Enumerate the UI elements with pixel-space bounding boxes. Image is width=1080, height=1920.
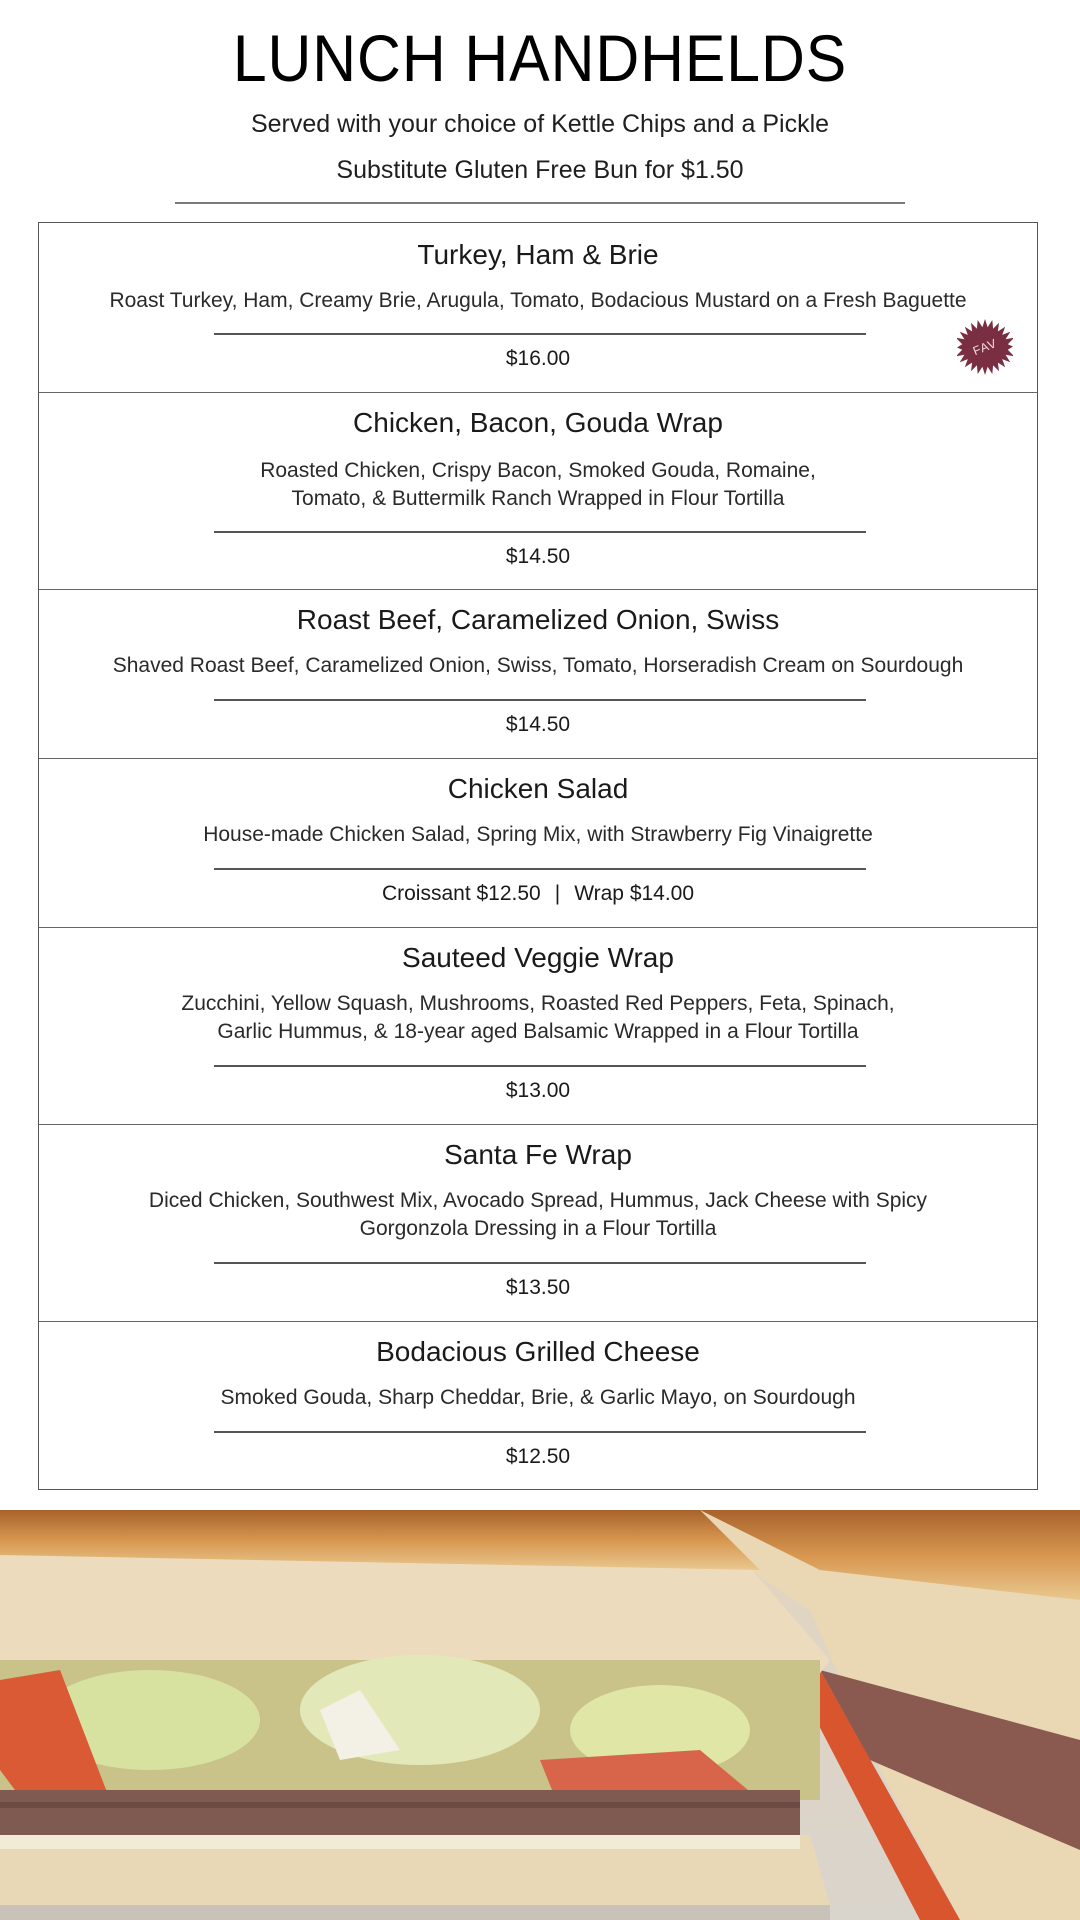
item-description-line-1: Zucchini, Yellow Squash, Mushrooms, Roasted Red Peppers, Feta, Spinach,: [181, 992, 895, 1015]
item-description-line-1: Roasted Chicken, Crispy Bacon, Smoked Gouda, Romaine,: [260, 459, 816, 482]
item-description-line-1: Diced Chicken, Southwest Mix, Avocado Spread, Hummus, Jack Cheese with Spicy: [148, 1189, 928, 1212]
item-description: Shaved Roast Beef, Caramelized Onion, Swiss, Tomato, Horseradish Cream on Sourdough: [112, 654, 964, 677]
menu-list: [38, 222, 1038, 1490]
item-price: $14.50: [505, 713, 571, 736]
menu-item-santa-fe-wrap: [39, 1125, 1037, 1322]
sides-note: Served with your choice of Kettle Chips and a Pickle: [250, 110, 830, 138]
item-price: $13.50: [505, 1276, 571, 1299]
item-name: Chicken Salad: [447, 773, 629, 804]
page-title: LUNCH HANDHELDS: [232, 21, 848, 95]
menu-item-sauteed-veggie-wrap: [39, 928, 1037, 1125]
item-name: Santa Fe Wrap: [444, 1139, 632, 1170]
item-price: $12.50: [505, 1445, 571, 1468]
item-name: Turkey, Ham & Brie: [417, 239, 659, 270]
menu-item-roast-beef: [39, 590, 1037, 759]
header-divider: [175, 202, 905, 204]
fav-badge: [957, 319, 1013, 375]
item-price: $14.50: [505, 545, 571, 568]
item-name: Chicken, Bacon, Gouda Wrap: [353, 407, 723, 438]
item-description: Roast Turkey, Ham, Creamy Brie, Arugula, Tomato, Bodacious Mustard on a Fresh Baguette: [109, 289, 967, 312]
menu-item-chicken-salad: [39, 759, 1037, 928]
item-divider: [214, 1065, 866, 1067]
item-price: $16.00: [505, 347, 571, 370]
item-description-line-2: Tomato, & Buttermilk Ranch Wrapped in Flour Tortilla: [291, 487, 785, 510]
item-name: Bodacious Grilled Cheese: [376, 1336, 700, 1367]
sandwich-photo: [0, 1510, 1080, 1920]
item-description: House-made Chicken Salad, Spring Mix, with Strawberry Fig Vinaigrette: [203, 823, 873, 846]
gluten-free-note: Substitute Gluten Free Bun for $1.50: [336, 156, 744, 184]
sandwich-image-icon: [0, 1510, 1080, 1920]
price-option-wrap: Wrap $14.00: [574, 882, 695, 905]
item-divider: [214, 1262, 866, 1264]
price-option-croissant: Croissant $12.50: [381, 882, 541, 905]
item-divider: [214, 1431, 866, 1433]
item-divider: [214, 531, 866, 533]
item-description-line-2: Gorgonzola Dressing in a Flour Tortilla: [359, 1217, 717, 1240]
menu-item-chicken-bacon-gouda-wrap: [39, 393, 1037, 590]
price-separator: |: [554, 882, 561, 905]
item-name: Sauteed Veggie Wrap: [402, 942, 674, 973]
item-name: Roast Beef, Caramelized Onion, Swiss: [296, 604, 780, 635]
item-divider: [214, 868, 866, 870]
item-price-options: [39, 882, 1037, 906]
item-divider: [214, 699, 866, 701]
item-price: $13.00: [505, 1079, 571, 1102]
item-divider: [214, 333, 866, 335]
item-description: Smoked Gouda, Sharp Cheddar, Brie, & Garlic Mayo, on Sourdough: [220, 1386, 856, 1409]
menu-item-bodacious-grilled-cheese: [39, 1322, 1037, 1491]
menu-item-turkey-ham-brie: [39, 223, 1037, 393]
item-description-line-2: Garlic Hummus, & 18-year aged Balsamic Wrapped in a Flour Tortilla: [217, 1020, 859, 1043]
fav-label: FAV: [970, 335, 1000, 359]
